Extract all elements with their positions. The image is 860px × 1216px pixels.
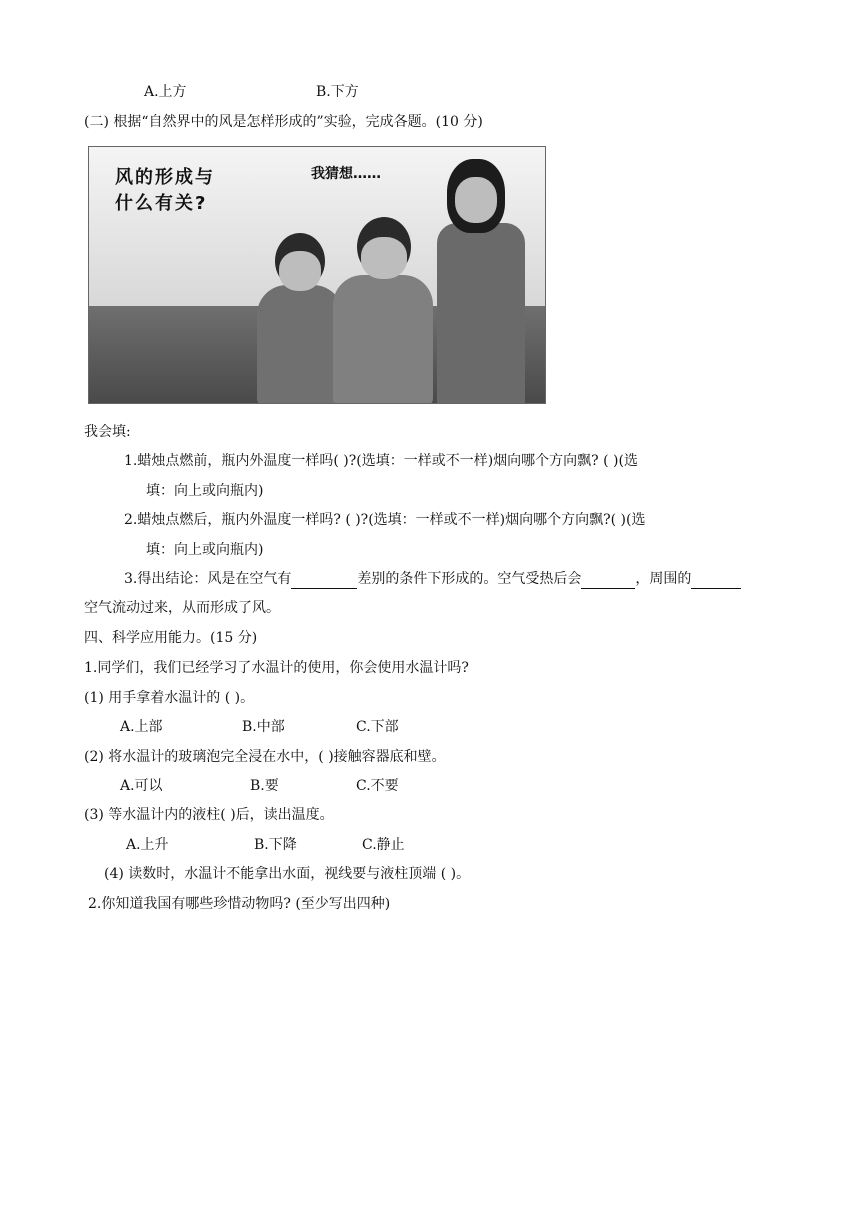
section-four-q2: 2.你知道我国有哪些珍惜动物吗? (至少写出四种) [88,896,391,912]
fill-heading: 我会填: [84,424,131,440]
fill-q2-line1: 2.蜡烛点燃后，瓶内外温度一样吗? ( )?(选填：一样或不一样)烟向哪个方向飘?( )(选 [124,512,646,528]
fill-q3-blank3[interactable] [691,588,741,589]
photo-caption-right: 我猜想…… [311,166,381,182]
fill-q2-line2: 填：向上或向瓶内) [146,542,264,558]
sub1-option-c: C.下部 [356,719,399,735]
fill-q1-line1: 1.蜡烛点燃前，瓶内外温度一样吗( )?(选填：一样或不一样)烟向哪个方向飘? ( )(选 [124,453,638,469]
section-two-title: (二) 根据“自然界中的风是怎样形成的”实验，完成各题。(10 分) [84,114,483,130]
sub1-option-b: B.中部 [242,719,285,735]
experiment-photo [88,146,546,404]
fill-q3-part1: 3.得出结论：风是在空气有 [124,571,292,587]
sub2-option-c: C.不要 [356,778,399,794]
fill-q3-part3: ，周围的 [635,571,692,587]
sub2-question: (2) 将水温计的玻璃泡完全浸在水中，( )接触容器底和壁。 [84,749,446,765]
sub4-question: (4) 读数时，水温计不能拿出水面，视线要与液柱顶端 ( )。 [104,866,471,882]
sub3-option-c: C.静止 [362,837,405,853]
photo-caption-left-line1: 风的形成与 [115,167,215,188]
fill-q3-blank2[interactable] [581,588,635,589]
option-a-top: A.上方 [144,84,187,100]
photo-caption-left [115,165,215,217]
fill-q3-blank1[interactable] [291,588,357,589]
sub2-option-b: B.要 [250,778,279,794]
fill-q1-line2: 填：向上或向瓶内) [146,483,264,499]
sub3-option-b: B.下降 [254,837,297,853]
photo-caption-left-line2: 什么有关? [115,193,208,214]
sub2-option-a: A.可以 [120,778,163,794]
fill-q3-line2: 空气流动过来，从而形成了风。 [84,600,280,616]
sub1-option-a: A.上部 [120,719,163,735]
sub3-question: (3) 等水温计内的液柱( )后，读出温度。 [84,807,334,823]
section-four-title: 四、科学应用能力。(15 分) [84,630,258,646]
fill-q3-part2: 差别的条件下形成的。空气受热后会 [357,571,582,587]
option-b-top: B.下方 [316,84,359,100]
sub3-option-a: A.上升 [126,837,169,853]
section-four-q1: 1.同学们，我们已经学习了水温计的使用，你会使用水温计吗? [84,660,469,676]
fill-q3-line1 [124,569,741,589]
sub1-question: (1) 用手拿着水温计的 ( )。 [84,690,255,706]
